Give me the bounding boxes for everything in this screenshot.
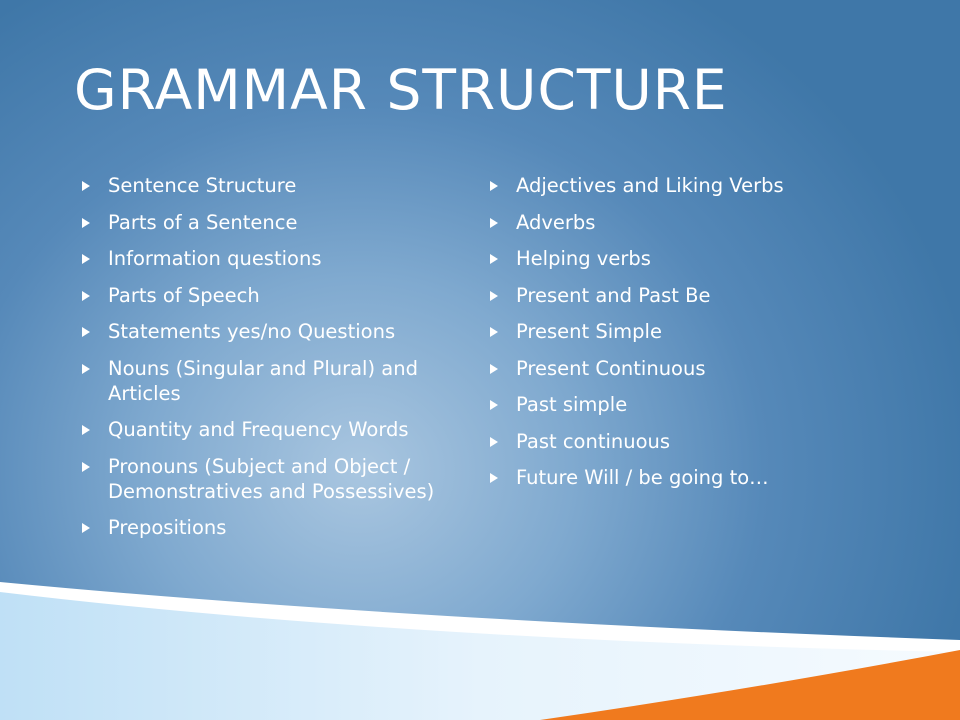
list-item-text: Parts of a Sentence bbox=[108, 210, 298, 234]
triangle-bullet-icon bbox=[490, 473, 498, 483]
list-item-text: Past simple bbox=[516, 393, 628, 416]
triangle-bullet-icon bbox=[490, 400, 498, 410]
triangle-bullet-icon bbox=[490, 218, 498, 228]
list-item-text: Present Simple bbox=[516, 320, 662, 343]
triangle-bullet-icon bbox=[82, 181, 90, 191]
triangle-bullet-icon bbox=[82, 425, 90, 435]
list-item-text: Past continuous bbox=[516, 429, 671, 453]
triangle-bullet-icon bbox=[82, 291, 90, 301]
list-item bbox=[82, 246, 472, 271]
triangle-bullet-icon bbox=[490, 291, 498, 301]
list-item bbox=[490, 319, 830, 344]
list-item bbox=[490, 173, 830, 198]
list-item-text: Helping verbs bbox=[516, 247, 651, 270]
triangle-bullet-icon bbox=[82, 254, 90, 264]
list-item bbox=[490, 283, 830, 308]
list-item bbox=[82, 515, 472, 540]
list-item-text: Nouns (Singular and Plural) and Articles bbox=[108, 356, 418, 405]
triangle-bullet-icon bbox=[82, 462, 90, 472]
list-item-text: Adjectives and Liking Verbs bbox=[516, 174, 784, 197]
triangle-bullet-icon bbox=[490, 181, 498, 191]
triangle-bullet-icon bbox=[490, 437, 498, 447]
list-item bbox=[490, 210, 830, 235]
list-item-text: Parts of Speech bbox=[108, 283, 260, 307]
list-item-text: Present and Past Be bbox=[516, 283, 711, 307]
list-item-text: Quantity and Frequency Words bbox=[108, 418, 409, 441]
triangle-bullet-icon bbox=[82, 364, 90, 374]
list-item bbox=[82, 210, 472, 235]
triangle-bullet-icon bbox=[82, 523, 90, 533]
triangle-bullet-icon bbox=[490, 364, 498, 374]
list-item-text: Sentence Structure bbox=[108, 174, 297, 197]
list-item bbox=[82, 173, 472, 198]
list-item-text: Prepositions bbox=[108, 516, 227, 539]
list-item bbox=[490, 392, 830, 417]
list-item-text: Statements yes/no Questions bbox=[108, 320, 396, 343]
list-item-text: Pronouns (Subject and Object / Demonstratives and Possessives) bbox=[108, 454, 435, 503]
left-bullet-list bbox=[82, 173, 472, 552]
list-item bbox=[490, 465, 830, 490]
triangle-bullet-icon bbox=[490, 254, 498, 264]
list-item bbox=[82, 319, 472, 344]
list-item-text: Adverbs bbox=[516, 210, 596, 234]
triangle-bullet-icon bbox=[82, 218, 90, 228]
list-item bbox=[82, 417, 472, 442]
list-item bbox=[82, 454, 472, 504]
list-item bbox=[82, 283, 472, 308]
right-bullet-list bbox=[490, 173, 830, 502]
page-title: GRAMMAR STRUCTURE bbox=[74, 58, 728, 122]
list-item bbox=[490, 429, 830, 454]
list-item-text: Information questions bbox=[108, 247, 322, 270]
list-item bbox=[82, 356, 472, 406]
list-item-text: Future Will / be going to… bbox=[516, 466, 769, 489]
list-item-text: Present Continuous bbox=[516, 356, 706, 380]
triangle-bullet-icon bbox=[82, 327, 90, 337]
triangle-bullet-icon bbox=[490, 327, 498, 337]
list-item bbox=[490, 356, 830, 381]
list-item bbox=[490, 246, 830, 271]
